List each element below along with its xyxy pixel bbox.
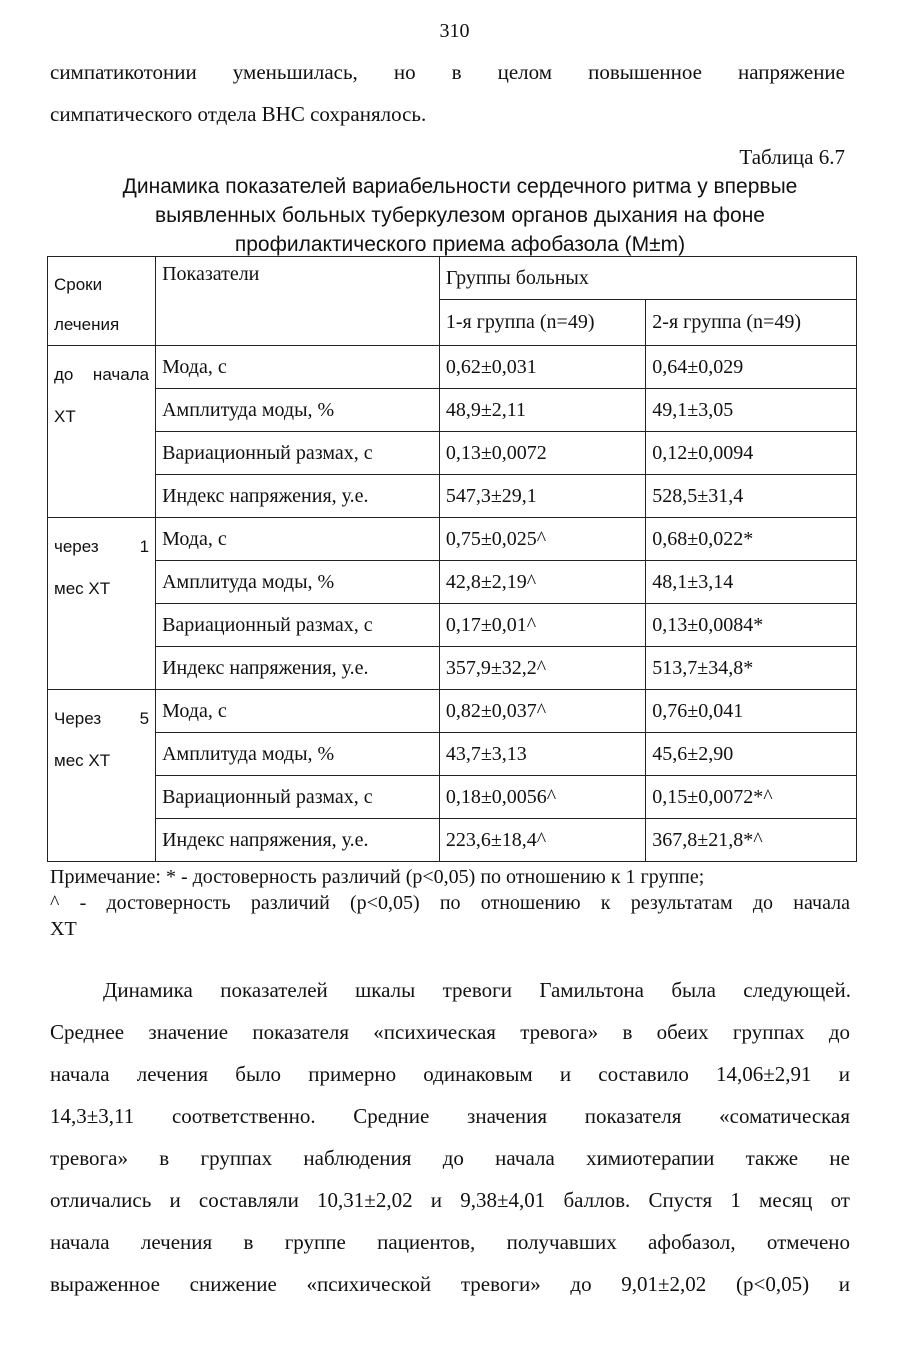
hrv-table bbox=[47, 256, 857, 862]
group2-value: 45,6±2,90 bbox=[646, 733, 857, 776]
body-line-4: 14,3±3,11 соответственно. Средние значения показателя «соматическая bbox=[50, 1104, 850, 1128]
table-row bbox=[48, 389, 857, 432]
term-cell bbox=[48, 346, 156, 518]
group2-value: 0,15±0,0072*^ bbox=[646, 776, 857, 819]
group2-value: 513,7±34,8* bbox=[646, 647, 857, 690]
table-row bbox=[48, 776, 857, 819]
body-line-8: выраженное снижение «психической тревоги» до 9,01±2,02 (p<0,05) и bbox=[50, 1272, 850, 1296]
body-line-2: Среднее значение показателя «психическая тревога» в обеих группах до bbox=[50, 1020, 850, 1044]
body-line-6: отличались и составляли 10,31±2,02 и 9,38±4,01 баллов. Спустя 1 месяц от bbox=[50, 1188, 850, 1212]
header-term-line-1: Сроки bbox=[54, 275, 103, 294]
group2-value: 528,5±31,4 bbox=[646, 475, 857, 518]
group2-value: 49,1±3,05 bbox=[646, 389, 857, 432]
indicator-cell: Индекс напряжения, у.е. bbox=[156, 647, 440, 690]
group1-value: 0,62±0,031 bbox=[439, 346, 645, 389]
table-row bbox=[48, 475, 857, 518]
header-term bbox=[48, 257, 156, 346]
term-line-1: через 1 bbox=[54, 537, 150, 556]
term-line-2: мес ХТ bbox=[54, 579, 111, 598]
indicator-cell: Вариационный размах, с bbox=[156, 604, 440, 647]
table-title-line-1: Динамика показателей вариабельности сердечного ритма у впервые bbox=[122, 175, 798, 198]
indicator-cell: Мода, с bbox=[156, 518, 440, 561]
body-line-5: тревога» в группах наблюдения до начала химиотерапии также не bbox=[50, 1146, 850, 1170]
indicator-cell: Мода, с bbox=[156, 690, 440, 733]
header-groups: Группы больных bbox=[439, 257, 856, 300]
group1-value: 48,9±2,11 bbox=[439, 389, 645, 432]
table-row bbox=[48, 690, 857, 733]
term-line-2: ХТ bbox=[54, 407, 76, 426]
body-line-7: начала лечения в группе пациентов, получавших афобазол, отмечено bbox=[50, 1230, 850, 1254]
term-cell bbox=[48, 518, 156, 690]
group1-value: 0,17±0,01^ bbox=[439, 604, 645, 647]
table-row bbox=[48, 346, 857, 389]
group1-value: 357,9±32,2^ bbox=[439, 647, 645, 690]
group1-value: 223,6±18,4^ bbox=[439, 819, 645, 862]
group1-value: 42,8±2,19^ bbox=[439, 561, 645, 604]
group2-value: 0,64±0,029 bbox=[646, 346, 857, 389]
table-title-line-2: выявленных больных туберкулезом органов дыхания на фоне bbox=[154, 204, 765, 227]
header-group-1: 1-я группа (n=49) bbox=[439, 300, 645, 346]
intro-line-1: симпатикотонии уменьшилась, но в целом повышенное напряжение bbox=[50, 60, 845, 84]
table-title-line-3: профилактического приема афобазола (М±m) bbox=[234, 233, 686, 256]
table-row bbox=[48, 432, 857, 475]
table-row bbox=[48, 819, 857, 862]
body-line-3: начала лечения было примерно одинаковым и составило 14,06±2,91 и bbox=[50, 1062, 850, 1086]
indicator-cell: Индекс напряжения, у.е. bbox=[156, 819, 440, 862]
term-line-2: мес ХТ bbox=[54, 751, 111, 770]
term-cell bbox=[48, 690, 156, 862]
indicator-cell: Амплитуда моды, % bbox=[156, 561, 440, 604]
table-title bbox=[70, 172, 850, 259]
header-indicators: Показатели bbox=[156, 257, 440, 346]
note-line-3: ХТ bbox=[50, 918, 77, 940]
table-label: Таблица 6.7 bbox=[739, 145, 845, 169]
group2-value: 48,1±3,14 bbox=[646, 561, 857, 604]
indicator-cell: Амплитуда моды, % bbox=[156, 389, 440, 432]
indicator-cell: Амплитуда моды, % bbox=[156, 733, 440, 776]
indicator-cell: Мода, с bbox=[156, 346, 440, 389]
note-line-1: Примечание: * - достоверность различий (p<0,05) по отношению к 1 группе; bbox=[50, 866, 705, 888]
header-group-2: 2-я группа (n=49) bbox=[646, 300, 857, 346]
group2-value: 0,68±0,022* bbox=[646, 518, 857, 561]
group2-value: 0,12±0,0094 bbox=[646, 432, 857, 475]
group1-value: 43,7±3,13 bbox=[439, 733, 645, 776]
term-line-1: до начала bbox=[54, 365, 150, 384]
term-line-1: Через 5 bbox=[54, 709, 150, 728]
table-row bbox=[48, 561, 857, 604]
page-number: 310 bbox=[439, 20, 470, 42]
table-row bbox=[48, 733, 857, 776]
group2-value: 367,8±21,8*^ bbox=[646, 819, 857, 862]
intro-line-2: симпатического отдела ВНС сохранялось. bbox=[50, 102, 427, 126]
group1-value: 547,3±29,1 bbox=[439, 475, 645, 518]
group1-value: 0,13±0,0072 bbox=[439, 432, 645, 475]
table-row bbox=[48, 518, 857, 561]
group2-value: 0,13±0,0084* bbox=[646, 604, 857, 647]
indicator-cell: Вариационный размах, с bbox=[156, 776, 440, 819]
table-row bbox=[48, 604, 857, 647]
group1-value: 0,75±0,025^ bbox=[439, 518, 645, 561]
indicator-cell: Вариационный размах, с bbox=[156, 432, 440, 475]
group1-value: 0,18±0,0056^ bbox=[439, 776, 645, 819]
note-line-2: ^ - достоверность различий (p<0,05) по отношению к результатам до начала bbox=[50, 892, 850, 914]
table-note bbox=[50, 864, 850, 942]
header-term-line-2: лечения bbox=[54, 315, 120, 334]
group2-value: 0,76±0,041 bbox=[646, 690, 857, 733]
body-line-1: Динамика показателей шкалы тревоги Гамильтона была следующей. bbox=[103, 978, 851, 1002]
group1-value: 0,82±0,037^ bbox=[439, 690, 645, 733]
table-row bbox=[48, 647, 857, 690]
indicator-cell: Индекс напряжения, у.е. bbox=[156, 475, 440, 518]
